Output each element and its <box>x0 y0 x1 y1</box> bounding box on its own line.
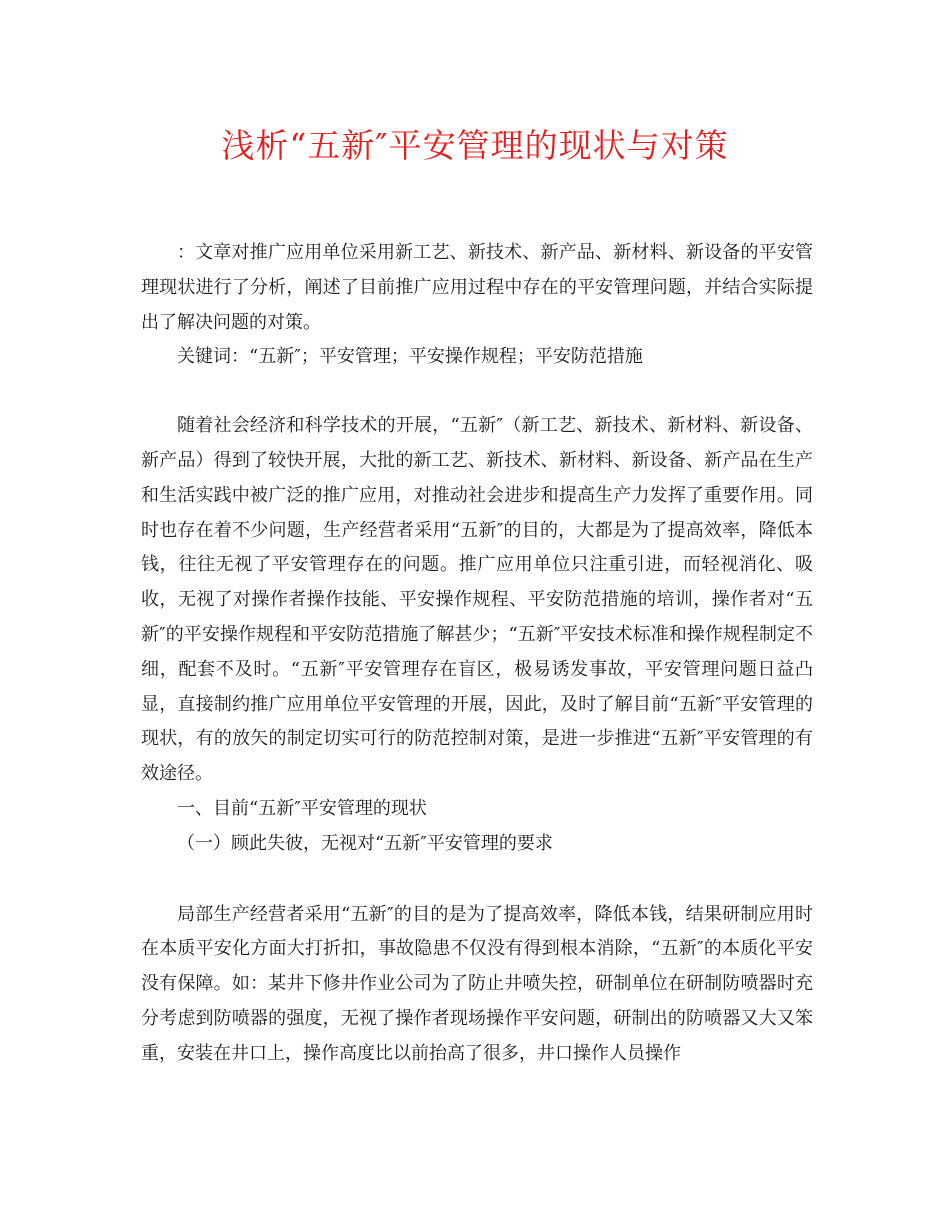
keywords-paragraph: 关键词：“五新″；平安管理；平安操作规程；平安防范措施 <box>177 346 643 368</box>
section-heading: 一、目前“五新″平安管理的现状 <box>177 797 427 819</box>
body-paragraph: 局部生产经营者采用“五新″的目的是为了提高效率，降低本钱，结果研制应用时在本质平安化方面大打折扣，事故隐患不仅没有得到根本消除，“五新″的本质化平安没有保障。如：某井下修井作业公司为了防止井喷失控，研制单位在研制防喷器时充分考虑到防喷器的强度，无视了操作者现场操作平安问题，研制出的防喷器又大又笨重，安装在井口上，操作高度比以前抬高了很多，井口操作人员操作 <box>141 903 813 1064</box>
subsection-heading: （一）顾此失彼，无视对“五新″平安管理的要求 <box>177 832 553 854</box>
intro-paragraph: 随着社会经济和科学技术的开展，“五新″（新工艺、新技术、新材料、新设备、新产品）得到了较快开展，大批的新工艺、新技术、新材料、新设备、新产品在生产和生活实践中被广泛的推广应用，对推动社会进步和提高生产力发挥了重要作用。同时也存在着不少问题，生产经营者采用“五新″的目的，大都是为了提高效率，降低本钱，往往无视了平安管理存在的问题。推广应用单位只注重引进，而轻视消化、吸收，无视了对操作者操作技能、平安操作规程、平安防范措施的培训，操作者对“五新″的平安操作规程和平安防范措施了解甚少；“五新″平安技术标准和操作规程制定不细，配套不及时。“五新″平安管理存在盲区，极易诱发事故，平安管理问题日益凸显，直接制约推广应用单位平安管理的开展，因此，及时了解目前“五新″平安管理的现状，有的放矢的制定切实可行的防范控制对策，是进一步推进“五新″平安管理的有效途径。 <box>141 415 813 785</box>
abstract-paragraph: ：文章对推广应用单位采用新工艺、新技术、新产品、新材料、新设备的平安管理现状进行了分析，阐述了目前推广应用过程中存在的平安管理问题，并结合实际提出了解决问题的对策。 <box>141 242 813 333</box>
document-title: 浅析“五新″平安管理的现状与对策 <box>221 126 729 165</box>
document-body <box>141 236 813 1072</box>
